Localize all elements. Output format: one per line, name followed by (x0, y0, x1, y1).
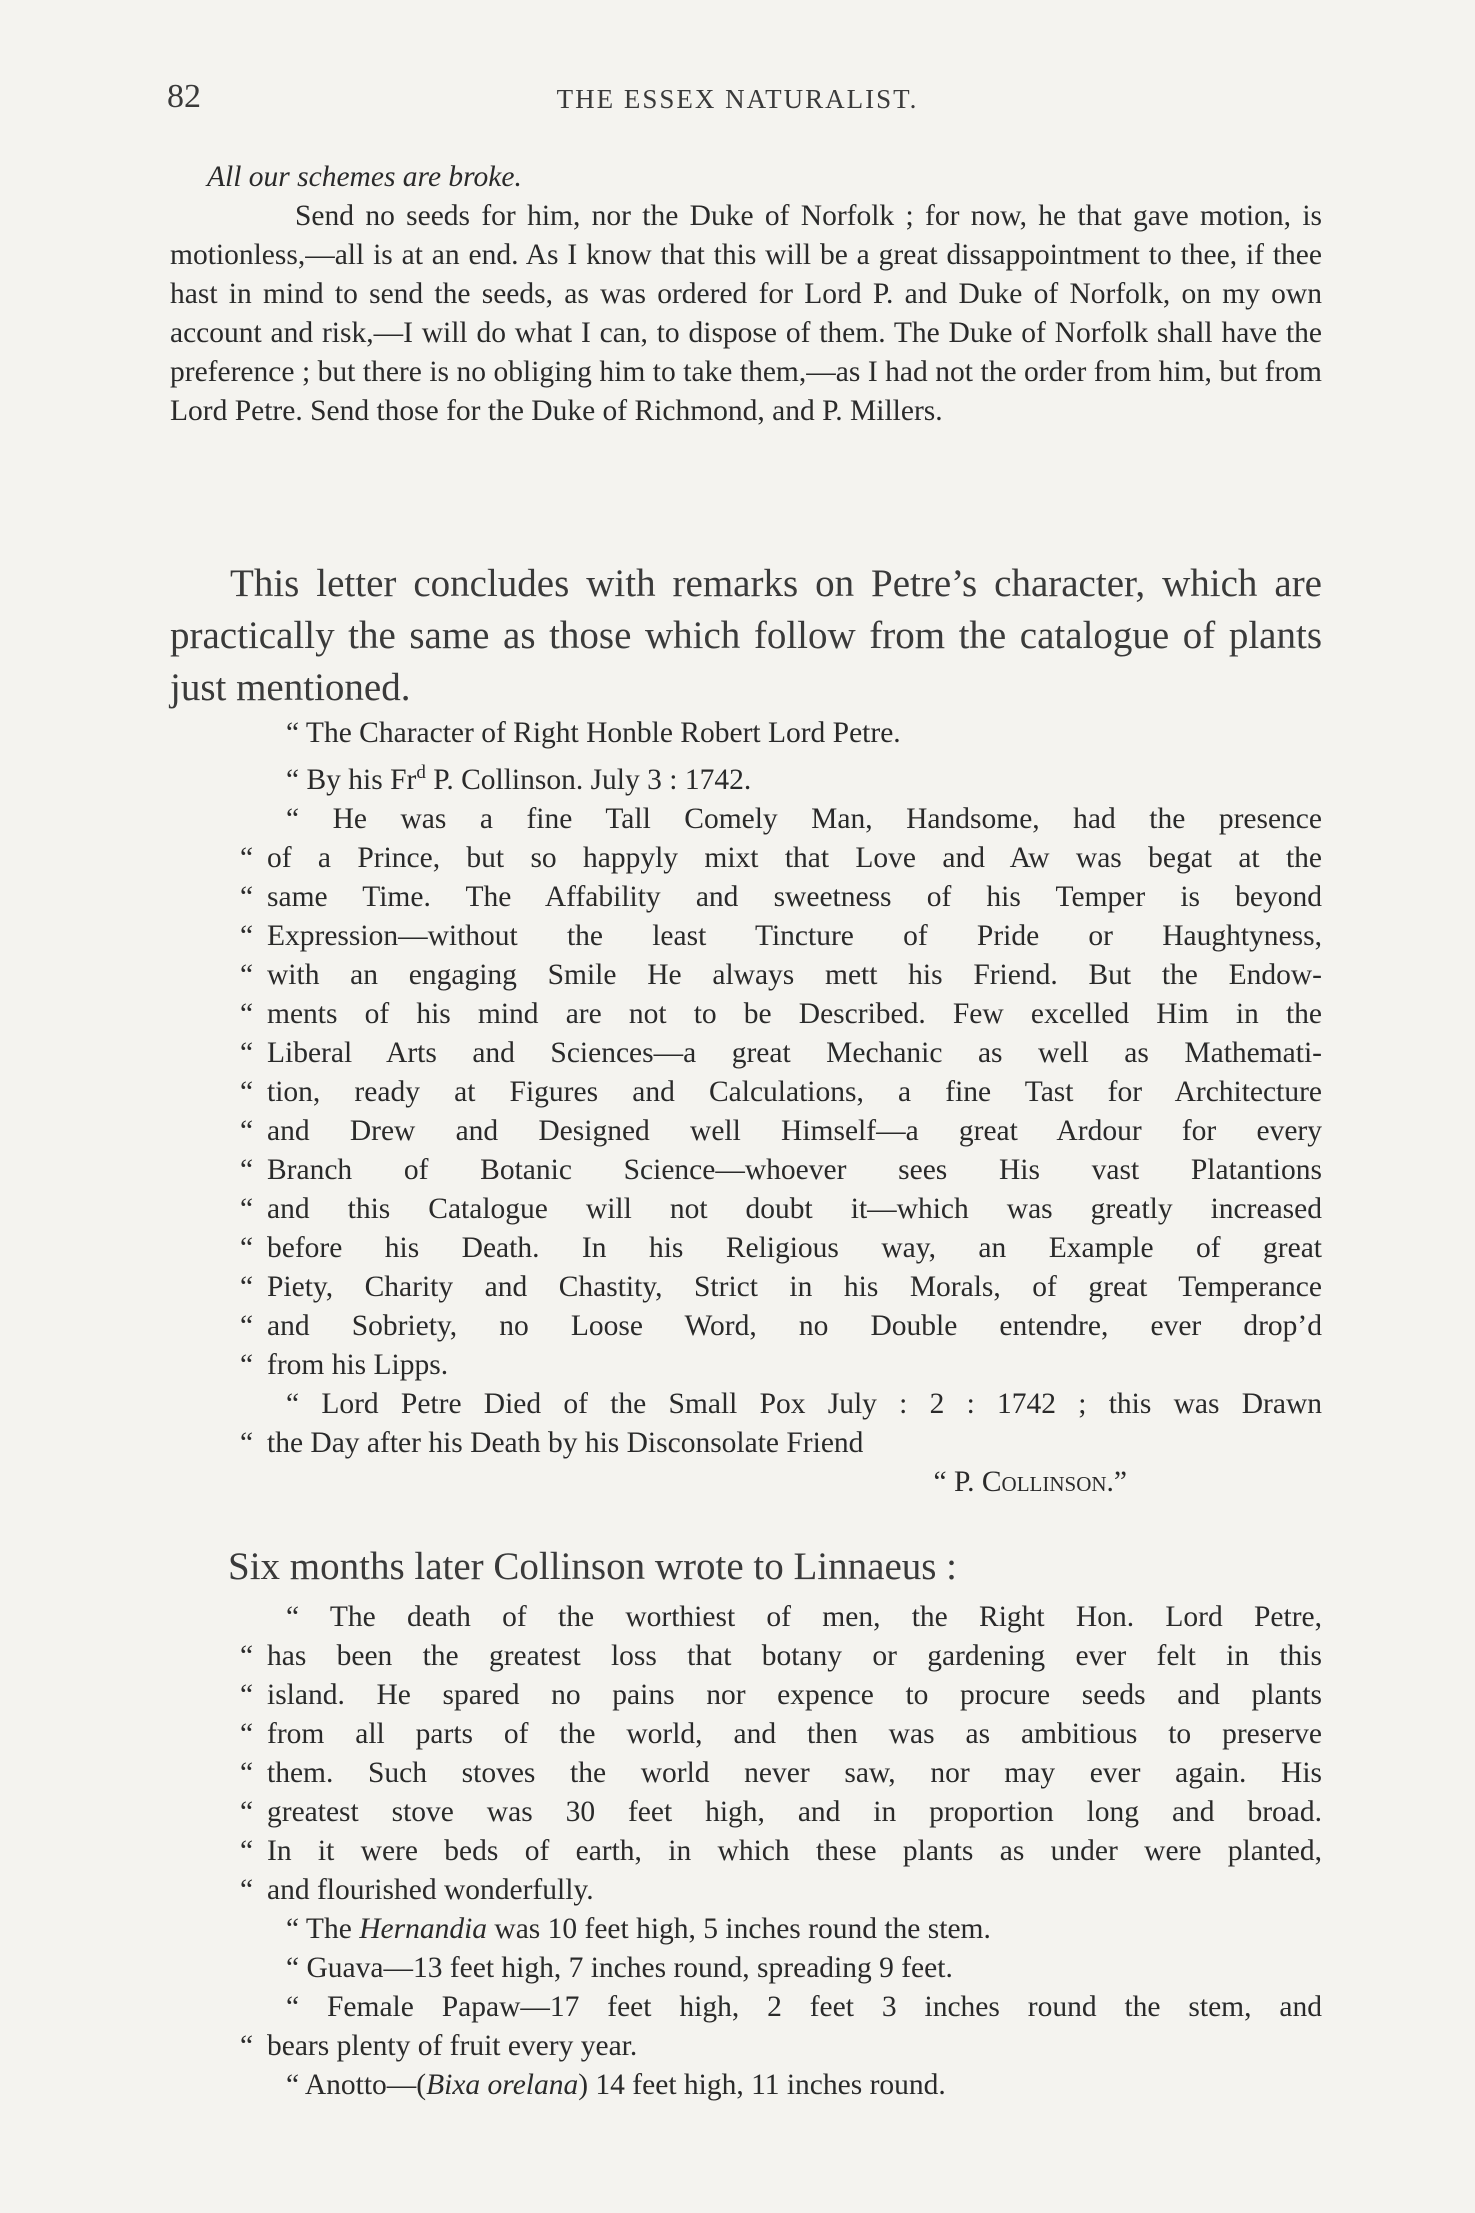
hernandia-line: “ The Hernandia was 10 feet high, 5 inches round the stem. (286, 1913, 991, 1945)
narrative-text-2: Six months later Collinson wrote to Linnaeus : (228, 1545, 958, 1588)
quoted-line: “ tion, ready at Figures and Calculations, a fine Tast for Architecture (240, 1075, 1322, 1108)
character-first-line: “ He was a fine Tall Comely Man, Handsome, had the presence (286, 802, 1322, 835)
quoted-line: “ Branch of Botanic Science—whoever sees His vast Platantions (240, 1153, 1322, 1186)
linnaeus-quotation (170, 1598, 1322, 2105)
page-number: 82 (167, 78, 201, 115)
quoted-line: “ In it were beds of earth, in which these plants as under were planted, (240, 1835, 1322, 1867)
signature: “ P. Collinson.” (933, 1465, 1127, 1498)
quoted-line: “ island. He spared no pains nor expence to procure seeds and plants (240, 1679, 1322, 1711)
character-lines (170, 839, 1322, 1385)
quoted-line: “ with an engaging Smile He always mett his Friend. But the Endow- (240, 958, 1322, 991)
narrative-text: This letter concludes with remarks on Petre’s character, which are practically the same as those which follow from the catalogue of plants just mentioned. (170, 562, 1322, 709)
narrative-heading (170, 1541, 1322, 1593)
quoted-line: “ ments of his mind are not to be Described. Few excelled Him in the (240, 997, 1322, 1030)
letter-paragraph: Send no seeds for him, nor the Duke of Norfolk ; for now, he that gave motion, is motionless,—all is at an end. As I know that this will be a great dissappointment to thee, if thee hast in mind to send the seeds, as was ordered for Lord P. and Duke of Norfolk, on my own account and risk,—I will do what I can, to dispose of them. The Duke of Norfolk shall have the preference ; but there is no obliging him to take them,—as I had not the order from him, but from Lord Petre. Send those for the Duke of Richmond, and P. Millers. (170, 200, 1322, 427)
quoted-line: “ Expression—without the least Tincture of Pride or Haughtyness, (240, 919, 1322, 952)
guava-line: “ Guava—13 feet high, 7 inches round, spreading 9 feet. (286, 1952, 953, 1984)
papaw-line: “ Female Papaw—17 feet high, 2 feet 3 inches round the stem, and (286, 1991, 1322, 2023)
papaw-line-2: “ bears plenty of fruit every year. (240, 2030, 638, 2062)
character-title: “ The Character of Right Honble Robert Lord Petre. (286, 717, 901, 749)
quoted-line: “ has been the greatest loss that botany or gardening ever felt in this (240, 1640, 1322, 1672)
quoted-line: “ greatest stove was 30 feet high, and in proportion long and broad. (240, 1796, 1322, 1828)
quoted-line: “ of a Prince, but so happyly mixt that Love and Aw was begat at the (240, 841, 1322, 874)
anotto-line: “ Anotto—(Bixa orelana) 14 feet high, 11 inches round. (286, 2069, 946, 2101)
quoted-line: “ Liberal Arts and Sciences—a great Mechanic as well as Mathemati- (240, 1036, 1322, 1069)
character-death-line-2: “ the Day after his Death by his Disconsolate Friend (240, 1426, 864, 1459)
quoted-line: “ and Sobriety, no Loose Word, no Double entendre, ever drop’d (240, 1309, 1322, 1342)
letter-opening: All our schemes are broke. (207, 161, 522, 193)
quoted-line: “ same Time. The Affability and sweetness of his Temper is beyond (240, 880, 1322, 913)
linnaeus-first-line: “ The death of the worthiest of men, the Right Hon. Lord Petre, (286, 1601, 1322, 1633)
page-header (0, 78, 1475, 128)
narrative-paragraph (170, 558, 1322, 714)
character-death-line: “ Lord Petre Died of the Small Pox July : 2 : 1742 ; this was Drawn (286, 1387, 1322, 1420)
quoted-line: “ from all parts of the world, and then was as ambitious to preserve (240, 1718, 1322, 1750)
running-head: THE ESSEX NATURALIST. (556, 84, 919, 114)
linnaeus-lines (170, 1637, 1322, 1910)
quoted-line: “ and Drew and Designed well Himself—a great Ardour for every (240, 1114, 1322, 1147)
quoted-line: “ them. Such stoves the world never saw, nor may ever again. His (240, 1757, 1322, 1789)
letter-block (170, 158, 1322, 431)
quoted-line: “ and this Catalogue will not doubt it—which was greatly increased (240, 1192, 1322, 1225)
character-byline: “ By his Fr$^d$ P. Collinson. July 3 : 1742. (286, 762, 752, 796)
quoted-line: “ Piety, Charity and Chastity, Strict in his Morals, of great Temperance (240, 1270, 1322, 1303)
character-quotation (170, 714, 1322, 1502)
quoted-line: “ and flourished wonderfully. (240, 1874, 594, 1906)
quoted-line: “ from his Lipps. (240, 1348, 449, 1381)
quoted-line: “ before his Death. In his Religious way, an Example of great (240, 1231, 1322, 1264)
